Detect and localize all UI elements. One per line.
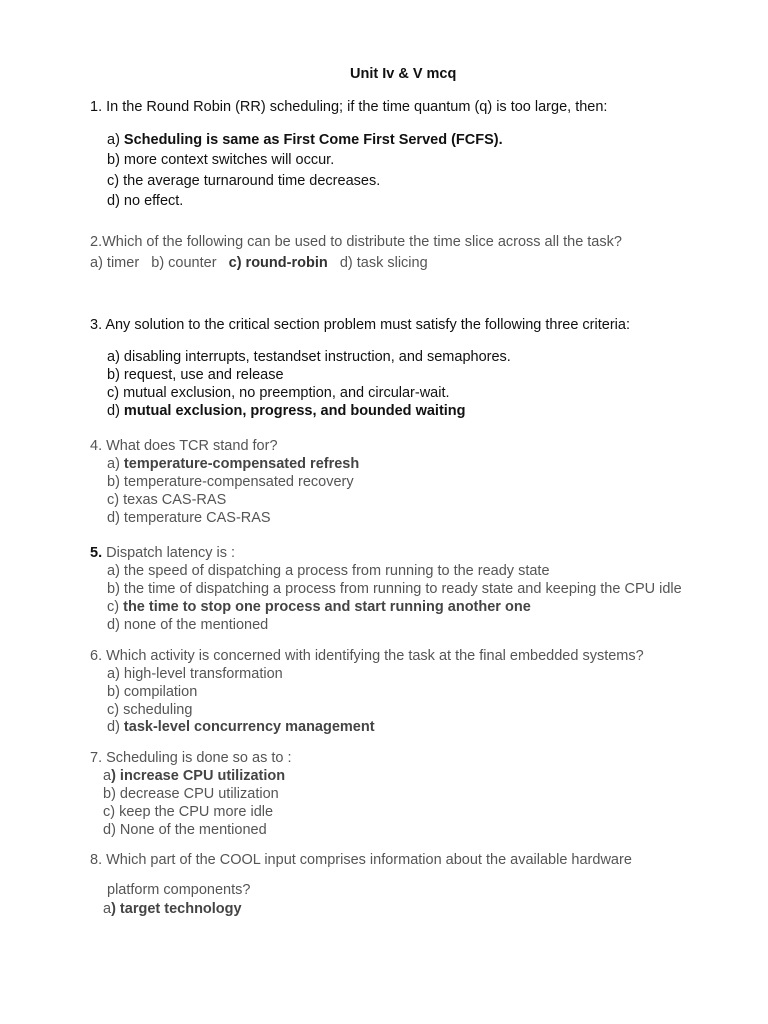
q4-option-d: d) temperature CAS-RAS [107, 510, 271, 526]
q6-option-d: d) task-level concurrency management [107, 719, 375, 735]
q3-option-b: b) request, use and release [107, 367, 284, 383]
q7-option-d: d) None of the mentioned [103, 822, 267, 838]
q2-option-a: a) timer [90, 255, 140, 271]
q1-option-a: a) Scheduling is same as First Come First Served (FCFS). [107, 132, 503, 148]
question-1-text: 1. In the Round Robin (RR) scheduling; if the time quantum (q) is too large, then: [90, 99, 608, 115]
page-title: Unit Iv & V mcq [350, 66, 457, 82]
q6-option-b: b) compilation [107, 684, 198, 700]
q1-option-c: c) the average turnaround time decreases. [107, 173, 381, 189]
q4-option-b: b) temperature-compensated recovery [107, 474, 354, 490]
q6-option-a: a) high-level transformation [107, 666, 283, 682]
q3-option-c: c) mutual exclusion, no preemption, and circular-wait. [107, 385, 450, 401]
q5-option-b: b) the time of dispatching a process from running to ready state and keeping the CPU idle [107, 581, 682, 597]
q7-option-c: c) keep the CPU more idle [103, 804, 274, 820]
q1-option-d: d) no effect. [107, 193, 184, 209]
q6-option-c: c) scheduling [107, 702, 193, 718]
q2-options-line [90, 254, 428, 272]
q4-option-a: a) temperature-compensated refresh [107, 456, 360, 472]
q5-option-a: a) the speed of dispatching a process from running to the ready state [107, 563, 550, 579]
q2-option-b: b) counter [151, 255, 217, 271]
q7-option-b: b) decrease CPU utilization [103, 786, 279, 802]
question-3-text: 3. Any solution to the critical section problem must satisfy the following three criteria: [90, 317, 630, 333]
q3-option-a: a) disabling interrupts, testandset instruction, and semaphores. [107, 349, 511, 365]
q7-option-a: a) increase CPU utilization [103, 768, 286, 784]
question-5-text: 5. Dispatch latency is : [90, 545, 236, 561]
q5-option-c: c) the time to stop one process and start running another one [107, 599, 531, 615]
q2-option-d: d) task slicing [339, 255, 428, 271]
q8-option-a: a) target technology [103, 901, 242, 917]
q5-option-d: d) none of the mentioned [107, 617, 269, 633]
q3-option-d: d) mutual exclusion, progress, and bounded waiting [107, 403, 466, 419]
q4-option-c: c) texas CAS-RAS [107, 492, 227, 508]
question-6-text: 6. Which activity is concerned with identifying the task at the final embedded systems? [90, 648, 644, 664]
question-4-text: 4. What does TCR stand for? [90, 438, 278, 454]
question-8-text: 8. Which part of the COOL input comprises information about the available hardware [90, 852, 632, 868]
question-7-text: 7. Scheduling is done so as to : [90, 750, 292, 766]
q2-option-c: c) round-robin [228, 255, 328, 271]
question-2-text: 2.Which of the following can be used to distribute the time slice across all the task? [90, 234, 622, 250]
q1-option-b: b) more context switches will occur. [107, 152, 335, 168]
question-8-text-continued: platform components? [107, 882, 251, 898]
